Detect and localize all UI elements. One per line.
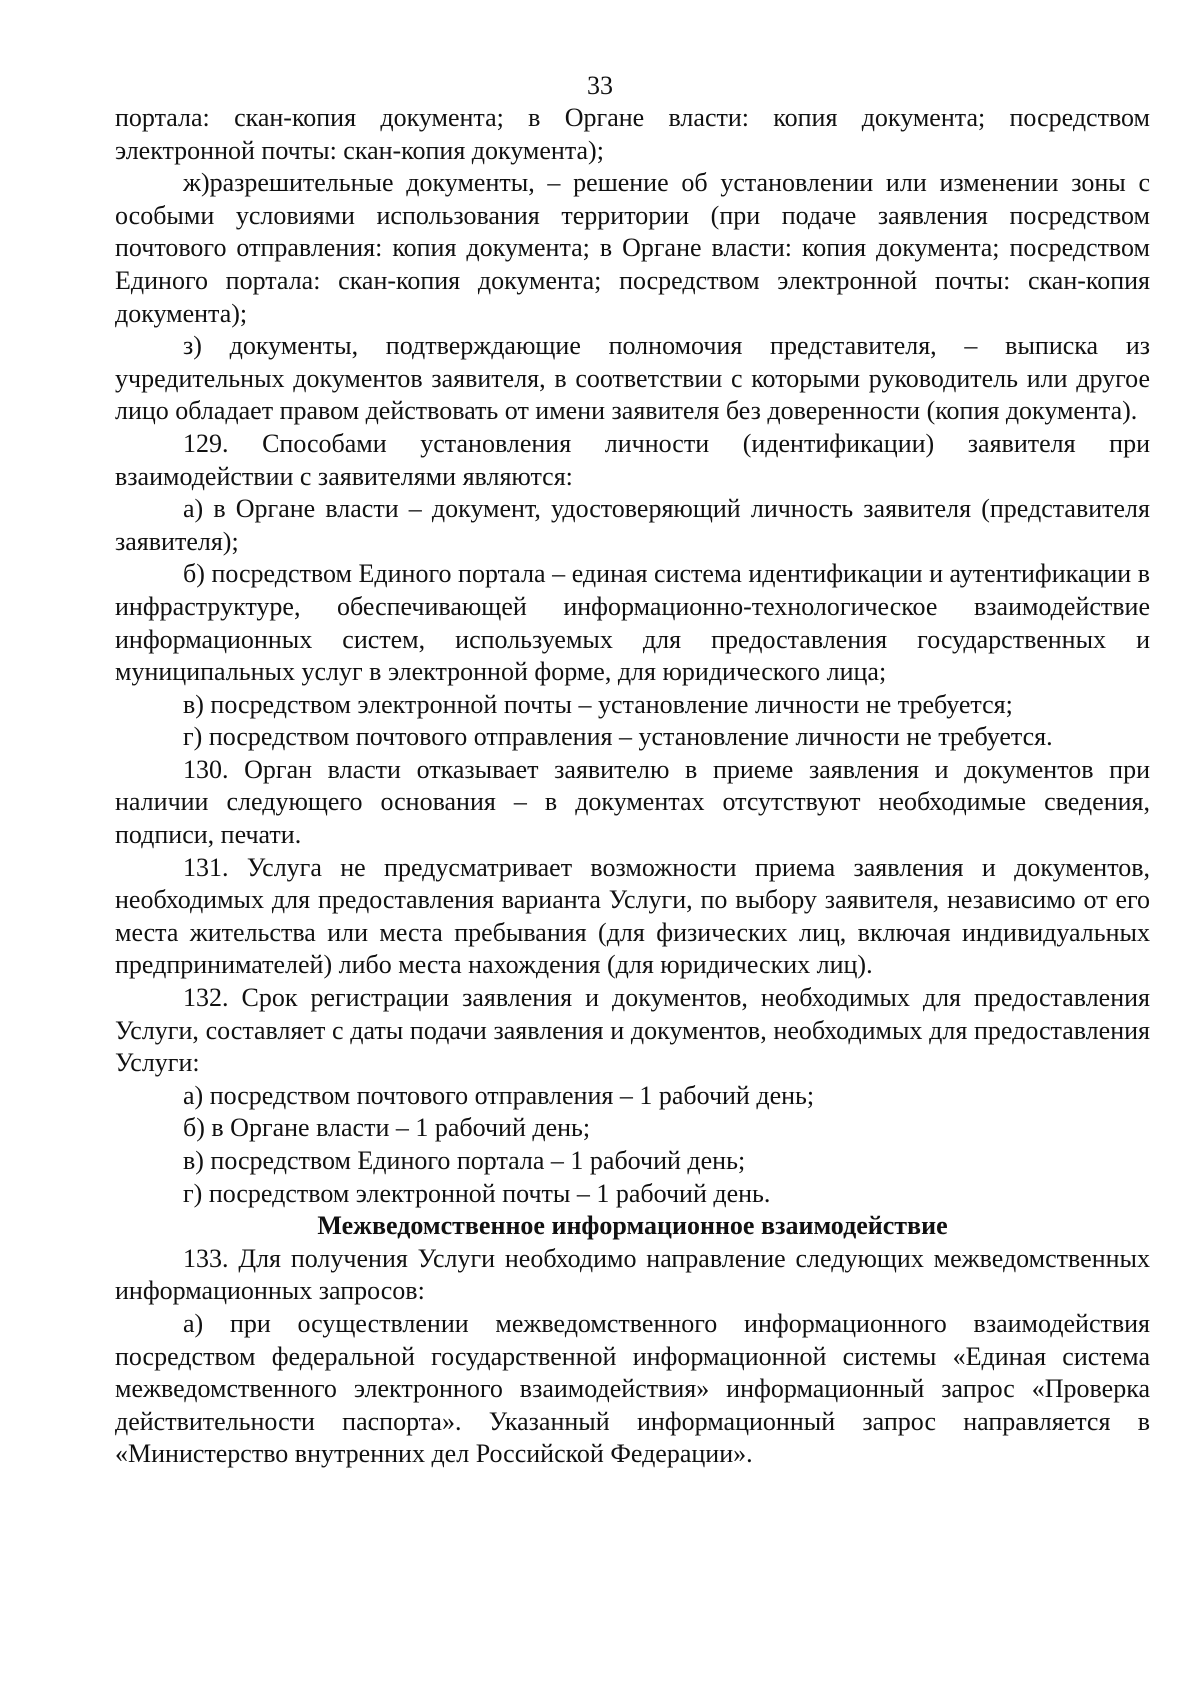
paragraph: а) посредством почтового отправления – 1 рабочий день; (183, 1080, 815, 1110)
paragraph: 132. Срок регистрации заявления и документов, необходимых для предоставления Услуги, составляет с даты подачи заявления и документов, необходимых для предоставления Услуги: (115, 983, 1150, 1078)
paragraph: а) в Органе власти – документ, удостоверяющий личность заявителя (представителя заявителя); (115, 494, 1150, 556)
paragraph: 133. Для получения Услуги необходимо направление следующих межведомственных информационных запросов: (115, 1243, 1150, 1306)
paragraph: портала: скан-копия документа; в Органе власти: копия документа; посредством электронной почты: скан-копия документа); (115, 103, 1150, 165)
paragraph: з) документы, подтверждающие полномочия представителя, – выписка из учредительных документов заявителя, в соответствии с которыми руководитель или другое лицо обладает правом действовать от имени заявителя без доверенности (копия документа). (115, 331, 1150, 426)
paragraphs-after (115, 1243, 1150, 1471)
paragraph: г) посредством электронной почты – 1 рабочий день. (183, 1178, 771, 1208)
paragraph: а) при осуществлении межведомственного информационного взаимодействия посредством федеральной государственной информационной системы «Единая система межведомственного электронного взаимодействия» информационный запрос «Проверка действительности паспорта». Указанный информационный запрос направляется в «Министерство внутренних дел Российской Федерации». (115, 1308, 1150, 1469)
paragraph: б) посредством Единого портала – единая система идентификации и аутентификации в инфраструктуре, обеспечивающей информационно-технологическое взаимодействие информационных систем, используемых для предоставления государственных и муниципальных услуг в электронной форме, для юридического лица; (115, 559, 1150, 687)
paragraph: ж)разрешительные документы, – решение об установлении или изменении зоны с особыми условиями использования территории (при подаче заявления посредством почтового отправления: копия документа; в Органе власти: копия документа; посредством Единого портала: скан-копия документа; посредством электронной почты: скан-копия документа); (115, 168, 1150, 328)
paragraphs-before (115, 102, 1150, 1210)
paragraph: в) посредством электронной почты – установление личности не требуется; (183, 689, 1013, 719)
document-body (115, 102, 1150, 1471)
paragraph: 129. Способами установления личности (идентификации) заявителя при взаимодействии с заявителями являются: (115, 428, 1150, 491)
paragraph: 131. Услуга не предусматривает возможности приема заявления и документов, необходимых для предоставления варианта Услуги, по выбору заявителя, независимо от его места жительства или места пребывания (для физических лиц, включая индивидуальных предпринимателей) либо места нахождения (для юридических лиц). (115, 852, 1150, 980)
paragraph: г) посредством почтового отправления – установление личности не требуется. (183, 722, 1053, 752)
section-heading: Межведомственное информационное взаимодействие (317, 1211, 948, 1241)
paragraph: в) посредством Единого портала – 1 рабочий день; (183, 1146, 746, 1175)
paragraph: б) в Органе власти – 1 рабочий день; (183, 1113, 591, 1143)
paragraph: 130. Орган власти отказывает заявителю в приеме заявления и документов при наличии следующего основания – в документах отсутствуют необходимые сведения, подписи, печати. (115, 754, 1150, 850)
page-number: 33 (587, 71, 613, 100)
